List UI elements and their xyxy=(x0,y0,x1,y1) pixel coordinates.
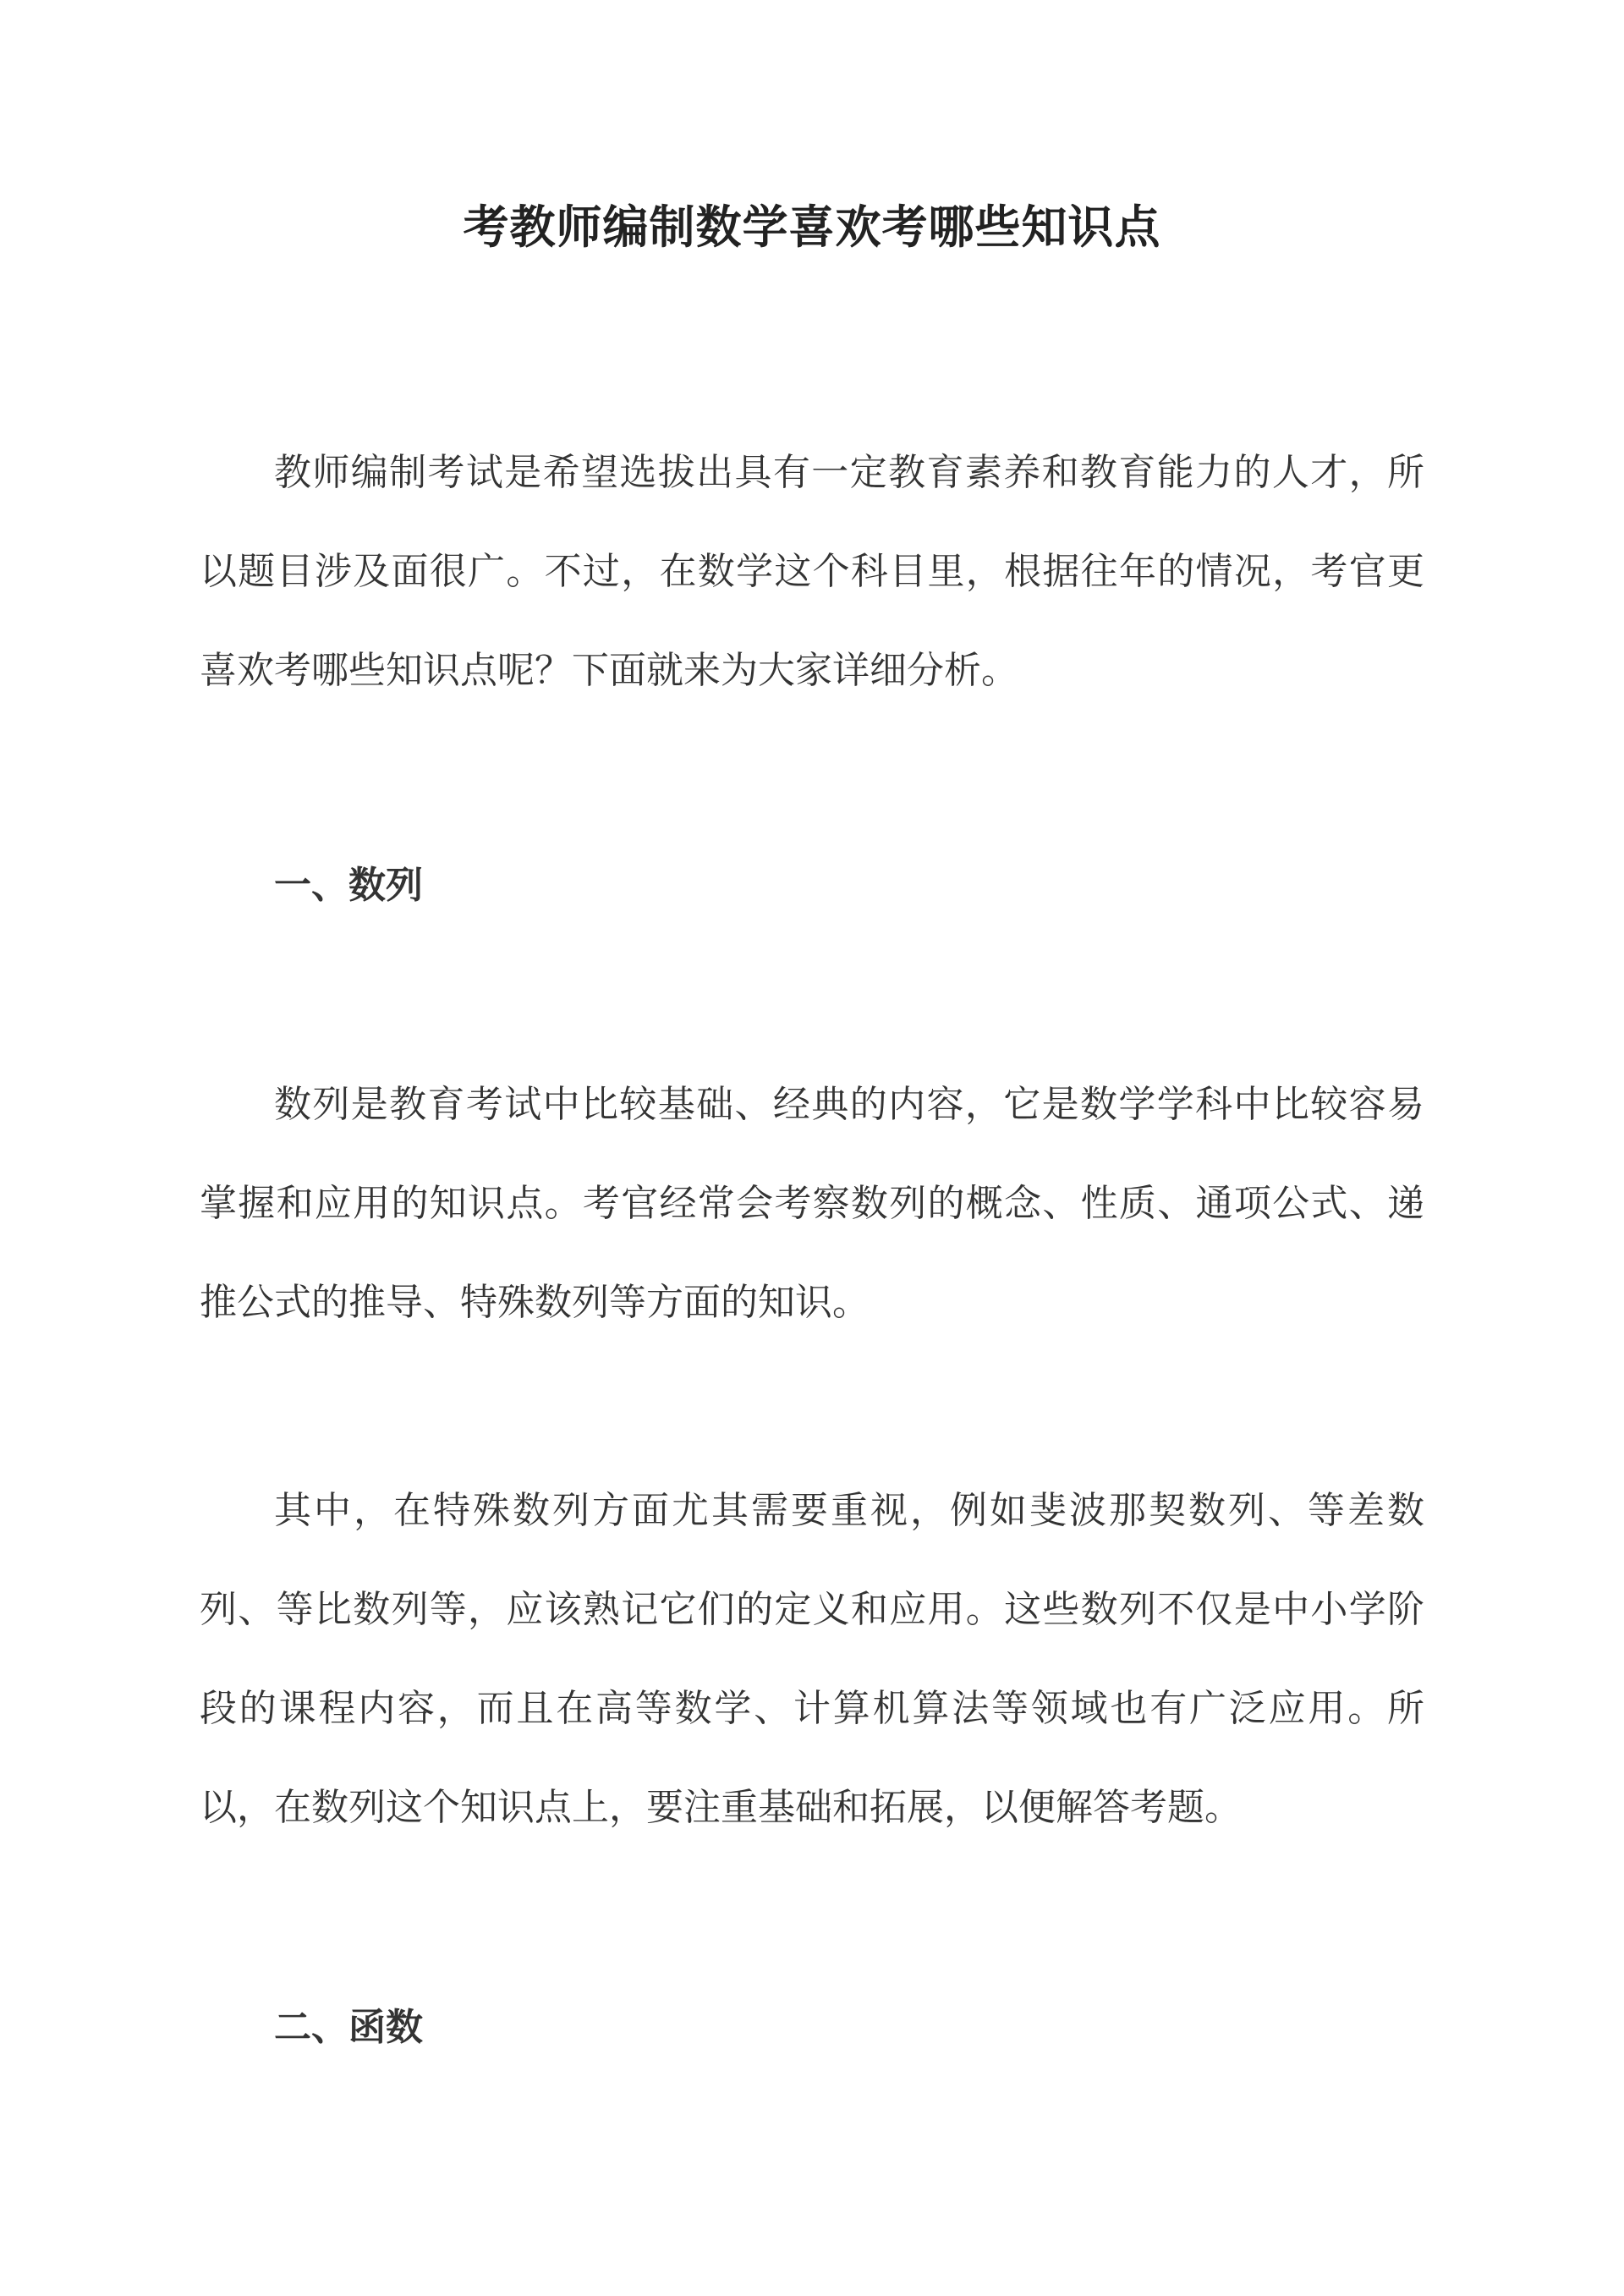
section-heading-sequences: 一、数列 xyxy=(274,864,423,907)
sequences-paragraph-2: 其中，在特殊数列方面尤其需要重视，例如斐波那契数列、等差数列、等比数列等，应该熟记它们的定义和应用。这些数列不仅是中小学阶段的课程内容，而且在高等数学、计算机算法等领域也有广泛应用。所以，在数列这个知识点上，要注重基础和拓展，以便解答考题。 xyxy=(200,1489,1424,1829)
sequences-paragraph-1: 数列是教育考试中比较基础、经典的内容，它是数学学科中比较容易掌握和应用的知识点。考官经常会考察数列的概念、性质、通项公式、递推公式的推导、特殊数列等方面的知识。 xyxy=(200,1083,1424,1324)
section-heading-functions: 二、函数 xyxy=(274,2006,423,2049)
intro-paragraph: 教师编制考试是希望选拔出具有一定教育素养和教育能力的人才，所以题目涉及面很广。不过，在数学这个科目里，根据往年的情况，考官更喜欢考哪些知识点呢？下面就来为大家详细分析。 xyxy=(200,451,1424,692)
document-title: 考教师编制数学喜欢考哪些知识点 xyxy=(463,200,1161,254)
